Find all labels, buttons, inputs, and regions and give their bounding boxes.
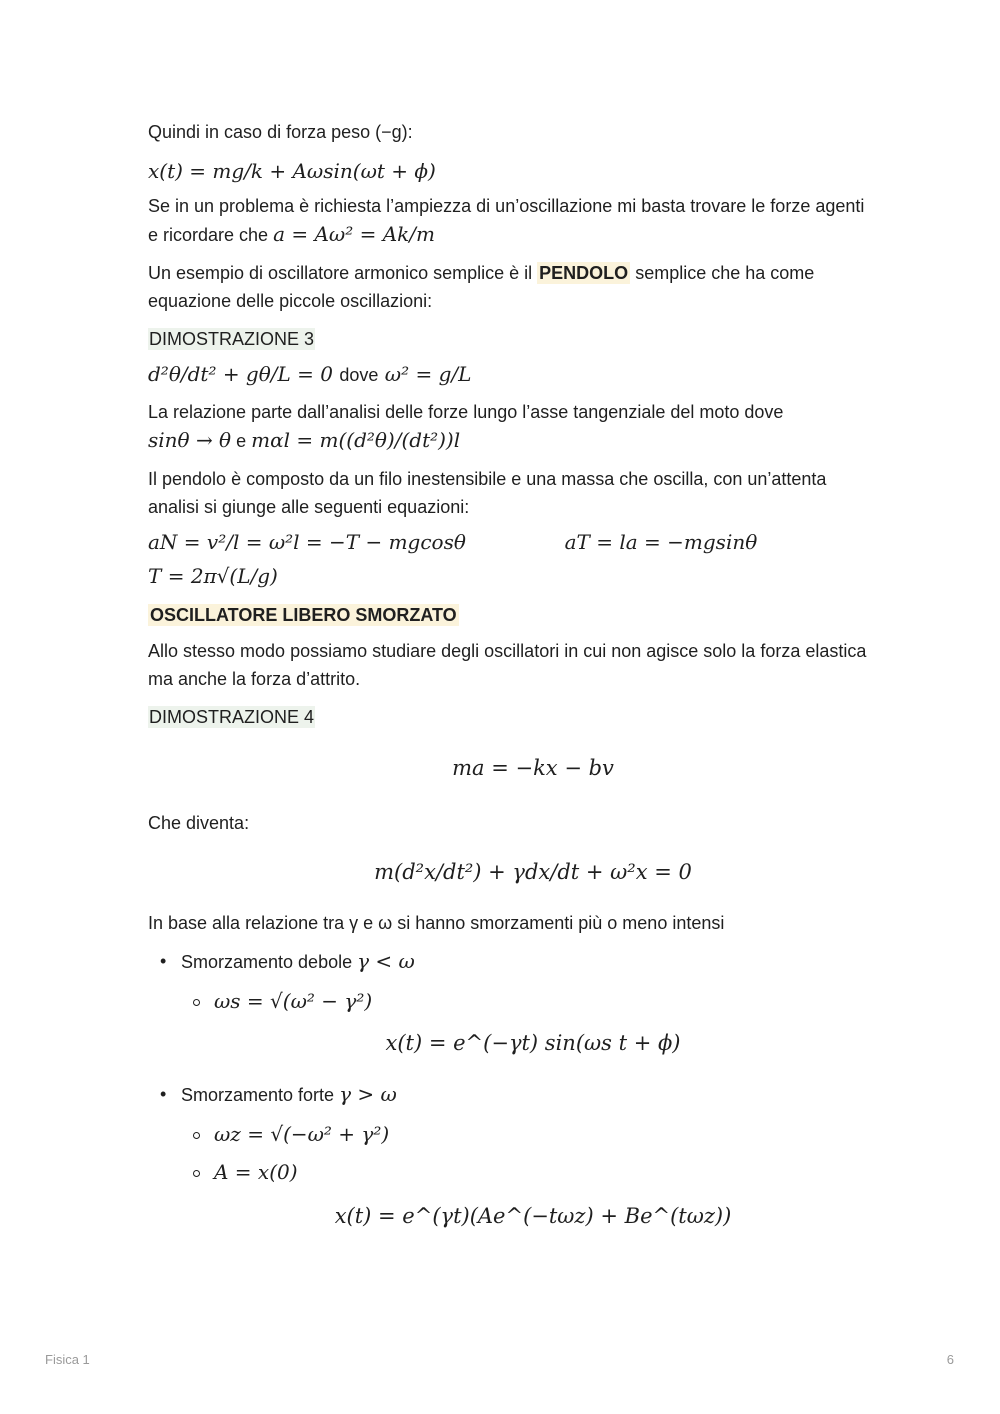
formula-pendolo: d²θ/dt² + gθ/L = 0 dove ω² = g/L: [148, 362, 472, 386]
paragraph-ampiezza: Se in un problema è richiesta l’ampiezza di un’oscillazione mi basta trovare le forze agenti e ricordare che a = Aω² = Ak/m: [148, 196, 865, 246]
list-smorzamenti-2: [148, 1080, 878, 1109]
list-item-smorzamento-forte: • Smorzamento forte γ > ω: [148, 1080, 878, 1109]
formula-accelerazione-normale: aN = v²/l = ω²l = −T − mgcosθ: [148, 530, 466, 554]
paragraph-forza-peso: Quindi in caso di forza peso (−g):: [148, 122, 413, 142]
sublist-item-omega-s: ωs = √(ω² − γ²): [148, 986, 878, 1016]
sublist-smorzamento-debole: [148, 986, 878, 1016]
formula-x-t-forza-peso: [148, 156, 878, 186]
equation-ma: ma = −kx − bv: [452, 756, 614, 780]
paragraph-attrito: Allo stesso modo possiamo studiare degli oscillatori in cui non agisce solo la forza elastica ma anche la forza d’attrito.: [148, 641, 867, 689]
formula-text: x(t) = mg/k + Aωsin(ωt + ϕ): [148, 159, 436, 183]
equation-differenziale: m(d²x/dt²) + γdx/dt + ω²x = 0: [374, 860, 692, 884]
highlight-pendolo: PENDOLO: [539, 263, 629, 283]
footer-title: Fisica 1: [45, 1352, 90, 1367]
sublist-item-a-x0: A = x(0): [148, 1157, 878, 1187]
label-dimostrazione-3: DIMOSTRAZIONE 3: [149, 329, 315, 349]
paragraph-pendolo: Un esempio di oscillatore armonico semplice è il PENDOLO semplice che ha come equazione delle piccole oscillazioni:: [148, 263, 815, 311]
paragraph-pendolo-composizione: Il pendolo è composto da un filo inestensibile e una massa che oscilla, con un’attenta analisi si giunge alle seguenti equazioni:: [148, 469, 827, 517]
label-dimostrazione-4: DIMOSTRAZIONE 4: [149, 707, 315, 727]
list-item-smorzamento-debole: • Smorzamento debole γ < ω: [148, 947, 878, 976]
formula-accelerazione-tangenziale: aT = la = −mgsinθ: [564, 530, 758, 554]
paragraph-che-diventa: Che diventa:: [148, 813, 250, 833]
equation-x-t-forte: x(t) = e^(γt)(Ae^(−tωz) + Be^(tωz)): [334, 1204, 732, 1228]
list-smorzamenti: [148, 947, 878, 976]
heading-oscillatore-smorzato: OSCILLATORE LIBERO SMORZATO: [150, 605, 457, 625]
formula-periodo: T = 2π√(L/g): [148, 564, 278, 588]
equation-x-t-debole: x(t) = e^(−γt) sin(ωs t + ϕ): [385, 1031, 681, 1055]
paragraph-relazione-tangenziale: La relazione parte dall’analisi delle forze lungo l’asse tangenziale del moto dove sinθ → θ e mαl = m((d²θ)/(dt²))l: [148, 402, 784, 452]
page-content: [148, 118, 878, 1231]
footer-page-number: 6: [946, 1352, 954, 1367]
formula-accelerazioni: [148, 527, 878, 557]
paragraph-relazione-gamma-omega: In base alla relazione tra γ e ω si hanno smorzamenti più o meno intensi: [148, 913, 725, 933]
sublist-item-omega-z: ωz = √(−ω² + γ²): [148, 1119, 878, 1149]
sublist-smorzamento-forte: [148, 1119, 878, 1187]
formula-ampiezza: a = Aω² = Ak/m: [273, 222, 435, 246]
